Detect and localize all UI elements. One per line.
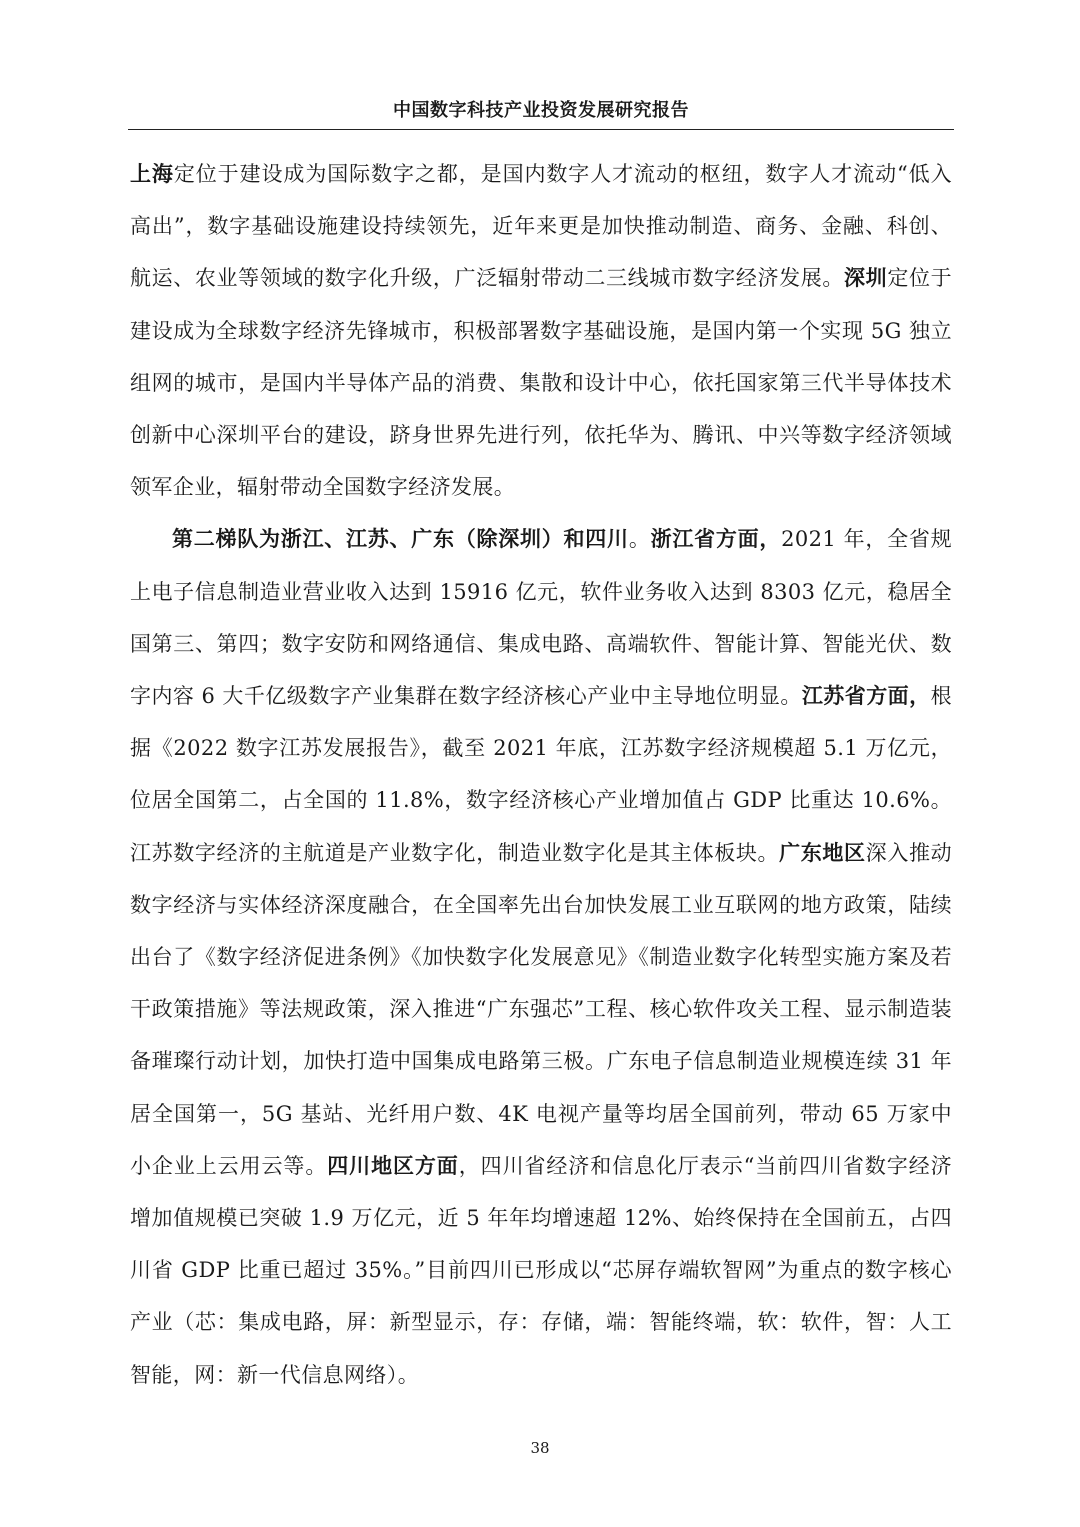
guangdong-text: 深入推动数字经济与实体经济深度融合，在全国率先出台加快发展工业互联网的地方政策，陆续出台了《数字经济促进条例》《加快数字化发展意见》《制造业数字化转型实施方案及若干政策措施》等法规政策，深入推进“广东强芯”工程、核心软件攻关工程、显示制造装备璀璨行动计划，加快打造中国集成电路第三极。广东电子信息制造业规模连续 31 年居全国第一，5G 基站、光纤用户数、4K 电视产量等均居全国前列，带动 65 万家中小企业上云用云等。 bbox=[130, 840, 952, 1178]
jiangsu-label: 江苏省方面， bbox=[801, 683, 931, 709]
page-number: 38 bbox=[530, 1439, 550, 1457]
sichuan-label: 四川地区方面 bbox=[327, 1152, 459, 1178]
shenzhen-label: 深圳 bbox=[844, 265, 888, 291]
running-header: 中国数字科技产业投资发展研究报告 bbox=[393, 100, 689, 121]
shanghai-text: 定位于建设成为国际数字之都，是国内数字人才流动的枢纽，数字人才流动“低入高出”，数字基础设施建设持续领先，近年来更是加快推动制造、商务、金融、科创、航运、农业等领域的数字化升级，广泛辐射带动二三线城市数字经济发展。 bbox=[130, 162, 952, 291]
sichuan-text: ，四川省经济和信息化厅表示“当前四川省数字经济增加值规模已突破 1.9 万亿元，近 5 年年均增速超 12%、始终保持在全国前五，占四川省 GDP 比重已超过 35%。”目前四川已形成以“芯屏存端软智网”为重点的数字核心产业（芯：集成电路，屏：新型显示，存：存储，端：智能终端，软：软件，智：人工智能，网：新一代信息网络）。 bbox=[130, 1153, 952, 1387]
shenzhen-text: 定位于建设成为全球数字经济先锋城市，积极部署数字基础设施，是国内第一个实现 5G 独立组网的城市，是国内半导体产品的消费、集散和设计中心，依托国家第三代半导体技术创新中心深圳平台的建设，跻身世界先进行列，依托华为、腾讯、中兴等数字经济领域领军企业，辐射带动全国数字经济发展。 bbox=[130, 266, 952, 500]
body-text bbox=[130, 148, 952, 1401]
jiangsu-text: 根据《2022 数字江苏发展报告》，截至 2021 年底，江苏数字经济规模超 5.1 万亿元，位居全国第二，占全国的 11.8%，数字经济核心产业增加值占 GDP 比重达 10.6%。江苏数字经济的主航道是产业数字化，制造业数字化是其主体板块。 bbox=[130, 684, 952, 865]
guangdong-label: 广东地区 bbox=[779, 839, 866, 865]
paragraph-second-tier bbox=[130, 513, 952, 1400]
shanghai-label: 上海 bbox=[130, 161, 174, 186]
second-tier-end: 。 bbox=[628, 527, 651, 552]
zhejiang-text: 2021 年，全省规上电子信息制造业营业收入达到 15916 亿元，软件业务收入达到 8303 亿元，稳居全国第三、第四；数字安防和网络通信、集成电路、高端软件、智能计算、智能光伏、数字内容 6 大千亿级数字产业集群在数字经济核心产业中主导地位明显。 bbox=[130, 527, 953, 709]
paragraph-shanghai-shenzhen bbox=[130, 148, 952, 513]
second-tier-label: 第二梯队为浙江、江苏、广东（除深圳）和四川 bbox=[172, 526, 629, 552]
zhejiang-label: 浙江省方面， bbox=[650, 526, 782, 552]
header-rule bbox=[128, 129, 954, 130]
